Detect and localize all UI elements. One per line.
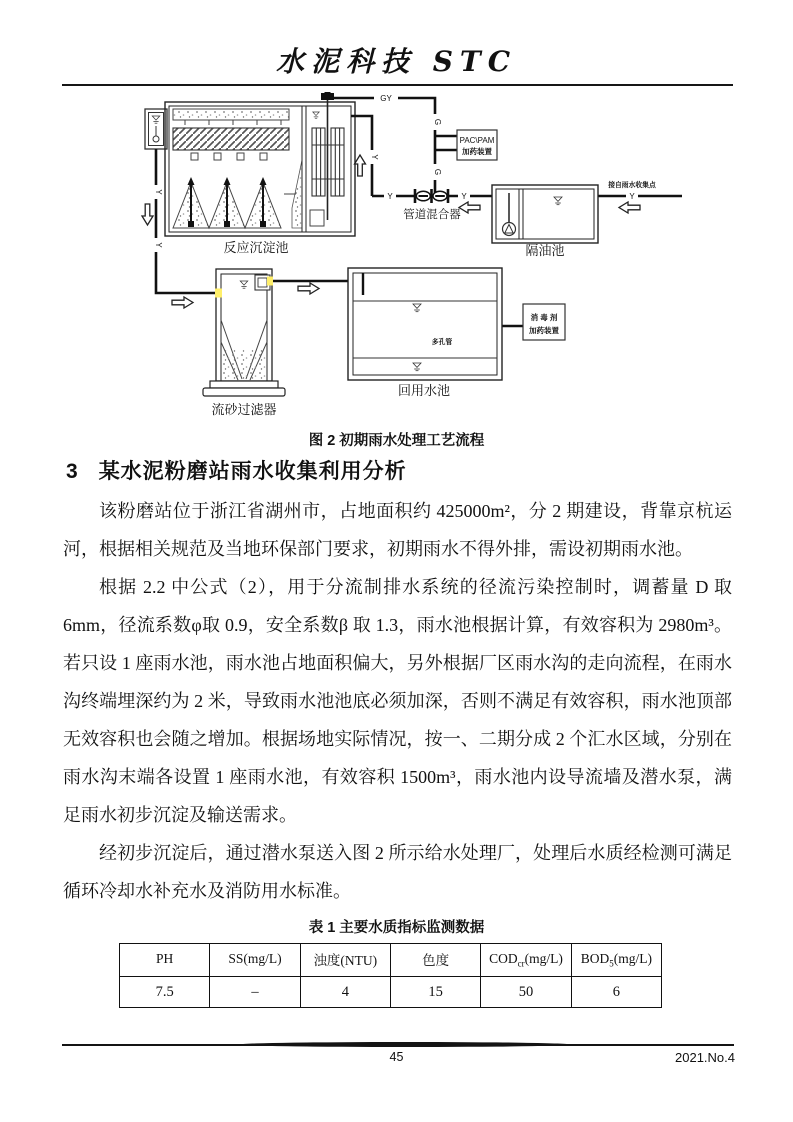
table-header-cell: 色度 (390, 944, 480, 977)
reuse-water-tank (348, 268, 502, 398)
paragraph: 该粉磨站位于浙江省湖州市，占地面积约 425000m²，分 2 期建设，背靠京杭运河，根据相关规范及当地环保部门要求，初期雨水不得外排，需设初期雨水池。 (63, 501, 732, 559)
flow-arrow-right-icon (172, 297, 193, 308)
paragraph: 经初步沉淀后，通过潜水泵送入图 2 所示给水处理厂，处理后水质经检测可满足循环冷却水补充水及消防用水标准。 (63, 843, 732, 901)
label-pipe-y: Y (154, 242, 163, 248)
table-value-cell: – (210, 977, 300, 1008)
label-pac-line2: 加药装置 (462, 147, 492, 156)
label-pipe-y: Y (461, 192, 467, 201)
table-header-cell: SS(mg/L) (210, 944, 300, 977)
flow-arrow-left-icon (459, 202, 480, 213)
table-header-cell: PH (120, 944, 210, 977)
oil-separation-tank (492, 185, 598, 258)
label-disinfectant-line1: 消 毒 剂 (530, 313, 558, 322)
journal-title: 水泥科技 STC (275, 45, 518, 78)
reaction-sedimentation-tank (145, 92, 355, 255)
junction-highlight (267, 277, 273, 286)
body-text (63, 492, 732, 910)
label-pipe-y: Y (370, 154, 379, 160)
process-flow-diagram (60, 92, 740, 432)
label-pipe-y: Y (387, 192, 393, 201)
table-header-cell: 浊度(NTU) (300, 944, 390, 977)
label-inlet-note: 接自雨水收集点 (608, 182, 656, 189)
disinfectant-dosing-box (523, 304, 565, 340)
table-caption: 表 1 主要水质指标监测数据 (308, 920, 485, 936)
page-number: 45 (389, 1050, 404, 1064)
figure-caption: 图 2 初期雨水处理工艺流程 (308, 433, 485, 449)
flow-arrow-down-icon (142, 204, 153, 225)
label-oil-separator: 隔油池 (525, 243, 565, 258)
table-value-cell: 4 (300, 977, 390, 1008)
label-reaction-tank: 反应沉淀池 (223, 240, 289, 255)
water-quality-table (119, 943, 662, 1008)
label-perforated-pipe: 多孔管 (431, 339, 453, 346)
flow-arrow-up-icon (355, 155, 366, 176)
flow-arrow-right-icon (298, 283, 319, 294)
label-disinfectant-line2: 加药装置 (529, 326, 559, 335)
table-value-cell: 6 (571, 977, 661, 1008)
section-heading (66, 455, 726, 485)
table-value-cell: 50 (481, 977, 571, 1008)
table-header-row (120, 944, 662, 977)
label-reuse-tank: 回用水池 (397, 383, 451, 398)
label-pipe-y: Y (154, 189, 163, 195)
label-pipe-gy: GY (380, 94, 392, 103)
table-header-cell: $BOD_5(mg/L)$ (571, 944, 661, 977)
label-sand-filter: 流砂过滤器 (211, 402, 277, 417)
flow-arrow-left-icon (619, 202, 640, 213)
table-value-cell: 15 (390, 977, 480, 1008)
sand-filter (203, 269, 285, 417)
header-rule (62, 84, 733, 86)
table-value-cell: 7.5 (120, 977, 210, 1008)
label-pac-line1: PAC\PAM (459, 136, 495, 145)
section-title: 某水泥粉磨站雨水收集利用分析 (98, 460, 407, 483)
footer-rule-artifact (240, 1042, 570, 1047)
issue-number: 2021.No.4 (675, 1050, 735, 1065)
label-pipe-g: G (433, 168, 442, 176)
junction-highlight (215, 289, 222, 298)
table-value-row (120, 977, 662, 1008)
section-number: 3 (66, 460, 79, 483)
water-level-icon (313, 112, 320, 118)
pipe-mixer (403, 189, 461, 221)
pac-pam-dosing-box (457, 130, 497, 160)
table-header-cell: $COD_{cr}(mg/L)$ (481, 944, 571, 977)
label-pipe-y: Y (629, 192, 635, 201)
label-pipe-mixer: 管道混合器 (403, 209, 461, 221)
label-pipe-g: G (433, 118, 442, 126)
paragraph: 根据 2.2 中公式（2），用于分流制排水系统的径流污染控制时，调蓄量 D 取 6mm，径流系数φ取 0.9，安全系数β 取 1.3，雨水池根据计算，有效容积为 2980m³。若只设 1 座雨水池，雨水池占地面积偏大，另外根据厂区雨水沟的走向流程，在雨水沟终端埋深约为 2 米，导致雨水池池底必须加深，否则不满足有效容积，雨水池顶部无效容积也会随之增加。根据场地实际情况，按一、二期分成 2 个汇水区域，分别在雨水沟末端各设置 1 座雨水池，有效容积 1500m³，雨水池内设导流墙及潜水泵，满足雨水初步沉淀及输送需求。 (63, 577, 732, 825)
